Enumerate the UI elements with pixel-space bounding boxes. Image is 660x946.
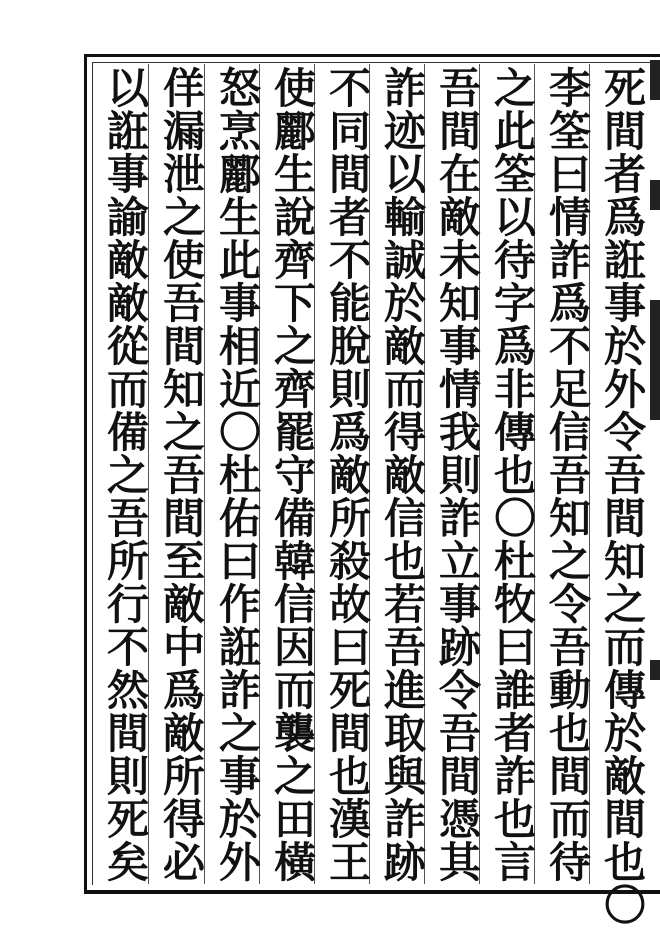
text-column-2: 李筌曰情詐爲不足信吾知之令吾動也間而待	[543, 66, 592, 883]
page-edge-mark	[650, 180, 660, 210]
text-column-1: 死間者爲誑事於外令吾間知之而傳於敵間也〇	[598, 66, 647, 926]
page-edge-mark	[650, 660, 660, 680]
text-column-10: 以誑事諭敵敵從而備之吾所行不然間則死矣	[101, 66, 150, 883]
text-column-9: 佯漏泄之使吾間知之吾間至敵中爲敵所得必	[157, 66, 206, 883]
text-column-6: 不同間者不能脫則爲敵所殺故曰死間也漢王	[323, 66, 372, 883]
text-column-5: 詐迹以輸誠於敵而得敵信也若吾進取與詐跡	[378, 66, 427, 883]
text-column-3: 之此筌以待字爲非傳也〇杜牧曰誰者詐也言	[488, 66, 537, 883]
text-column-8: 怒烹酈生此事相近〇杜佑曰作誑詐之事於外	[213, 66, 262, 883]
page-edge-mark	[650, 300, 660, 420]
page-edge-mark	[650, 60, 660, 100]
text-column-7: 使酈生說齊下之齊罷守備韓信因而襲之田橫	[268, 66, 317, 883]
text-column-4: 吾間在敵未知事情我則詐立事跡令吾間憑其	[433, 66, 482, 883]
